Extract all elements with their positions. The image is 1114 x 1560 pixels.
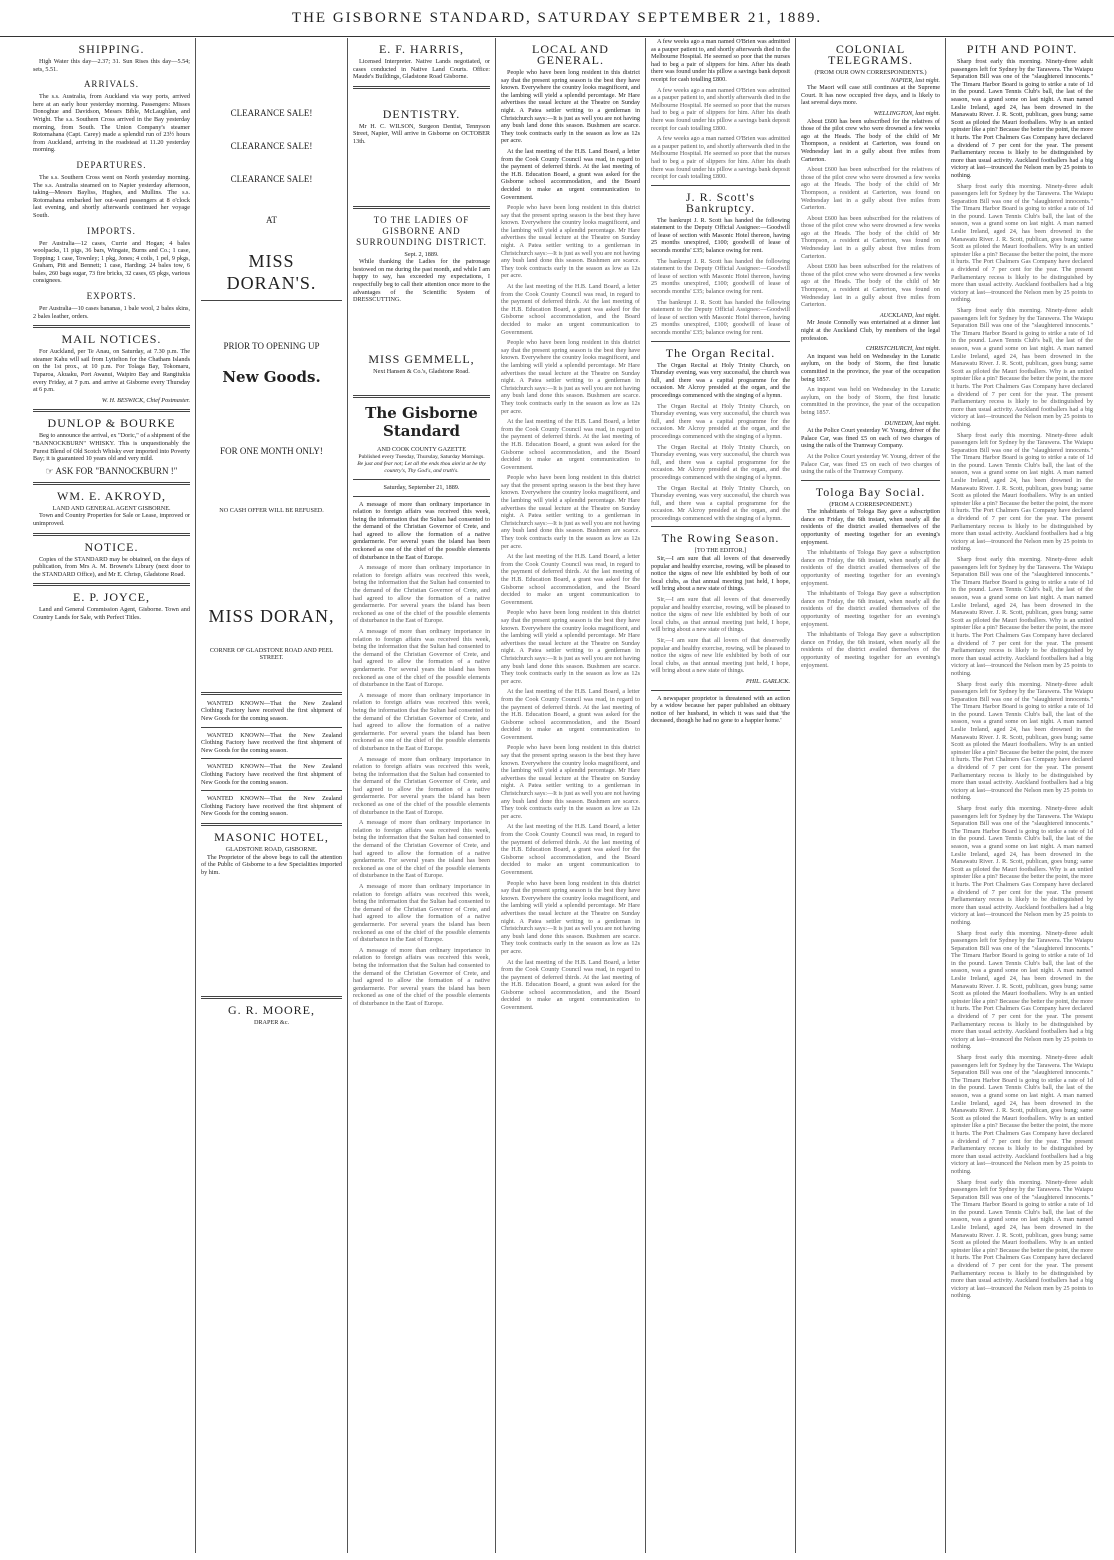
wellington-dateline: WELLINGTON, last night. <box>873 109 940 117</box>
harris-text: Licensed Interpreter. Native Lands negotiated, or cases conducted in Native Land Courts. Office: Maude's Buildings, Gladstone Road Gisborne. <box>353 58 490 81</box>
exports-heading: EXPORTS. <box>86 291 137 302</box>
tolaga-continued: The inhabitants of Tologa Bay gave a subscription dance on Friday, the 6th instant, when nearly all the residents of the district availed themselves of the opportunity of meeting together for an evening's enjoyment. <box>801 549 940 587</box>
editorial-text: A message of more than ordinary importance in relation to foreign affairs was received this week, being the information that the Sultan had consented to the demand of the Christian Governor of Crete, and had agreed to allow the formation of a native gendarmerie. For several years the island has been reckoned as one of the chief of the possible elements of disturbance in the East of Europe. <box>353 500 490 561</box>
telegrams-subheading: (FROM OUR OWN CORRESPONDENTS.) <box>814 69 927 76</box>
divider <box>201 300 342 301</box>
local-continued: At the last meeting of the H.B. Land Board, a letter from the Cook County Council was read, in regard to the payment of deferred thirds. At the last meeting of the H.B. Education Board, a grant was asked for the Gisborne school accommodation, and the Board decided to make an urgent communication to Government. <box>501 283 640 336</box>
akroyd-subheading: LAND AND GENERAL AGENT GISBORNE. <box>52 504 171 512</box>
local-continued: At the last meeting of the H.B. Land Board, a letter from the Cook County Council was read, in regard to the payment of deferred thirds. At the last meeting of the H.B. Education Board, a grant was asked for the Gisborne school accommodation, and the Board decided to make an urgent communication to Government. <box>501 958 640 1012</box>
departures-text: The s.s. Southern Cross went on North yesterday morning. The s.s. Australia steamed on to Napier yesterday afternoon, taking—Messrs Bayliss, Hughes, and Mullins. The s.s. Rotomahana embarked her out-ward passengers at 8 o'clock last evening, and shortly afterwards continued her voyage South. <box>33 173 190 219</box>
issue-date: Saturday, September 21, 1889. <box>383 483 460 491</box>
column-telegrams <box>796 38 946 1553</box>
pith-text: Sharp frost early this morning. Ninety-three adult passengers left for Sydney by the Tarawera. The Waiapu Separation Bill was one of the "slaughtered innocents." The Timaru Harbor Board is going to strike a rate of 1d in the pound. Lawn Tennis Club's ball, the last of the season, was a grand some on last night. A man named Leslie Ireland, aged 24, has been drowned in the Manawatu River. J. R. Scott, publican, goes bung; same Scott as piloted the Mauri footballers. Why is an untied spinster like a pin? Because the better the point, the more it hurts. The Port Chalmers Gas Company have declared a dividend of 7 per cent for the year. The present Parliamentary recess is likely to be distinguished by more than usual activity. Auckland footballers had a big victory at last—trounced the Nelson men by 25 points to nothing. <box>951 58 1093 179</box>
divider <box>201 727 342 728</box>
divider <box>651 185 790 186</box>
divider <box>33 325 190 328</box>
one-month-text: FOR ONE MONTH ONLY! <box>220 446 323 456</box>
local-continued: At the last meeting of the H.B. Land Board, a letter from the Cook County Council was read, in regard to the payment of deferred thirds. At the last meeting of the H.B. Education Board, a grant was asked for the Gisborne school accommodation, and the Board decided to make an urgent communication to Government. <box>501 823 640 876</box>
local-continued: A few weeks ago a man named O'Brien was admitted as a pauper patient to, and shortly afterwards died in the Melbourne Hospital. He seemed so poor that the nurses had to beg a pair of slippers for him. After his death there was found under his pillow a savings bank deposit receipt for cash totalling £800. <box>651 135 790 181</box>
column-bankruptcy <box>646 38 796 1553</box>
christchurch-text: An inquest was held on Wednesday in the Lunatic asylum, on the body of Storm, the first lunatic committed in the province, the year of the occupation being 1857. <box>801 352 940 383</box>
scott-heading: J. R. Scott's Bankruptcy. <box>685 189 756 215</box>
local-continued-text: A few weeks ago a man named O'Brien was admitted as a pauper patient to, and shortly afterwards died in the Melbourne Hospital. He seemed so poor that the nurses had to beg a pair of slippers for him. After his death there was found under his pillow a savings bank deposit receipt for cash totalling £800. <box>651 38 790 83</box>
dunedin-dateline: DUNEDIN, last night. <box>884 419 940 427</box>
local-continued: People who have been long resident in this district say that the present spring season is the best they have known. Everywhere the country looks magnificent, and the lambing will yield a splendid percentage. Mr Hare advertises the usual lecture at the Theatre on Sunday night. A Patea settler writing to a gentleman in Christchurch says:—It is just as well you are not having any bush land done this season. Bushmen are scarce. They took contracts early in the season as low as 12s per acre. <box>501 474 640 550</box>
publication-line: Published every Tuesday, Thursday, Saturday Mornings. <box>358 453 485 460</box>
masthead: THE GISBORNE STANDARD, SATURDAY SEPTEMBER 21, 1889. <box>0 0 1114 37</box>
no-cash-text: NO CASH OFFER WILL BE REFUSED. <box>219 507 324 514</box>
newspaper-text: A newspaper proprietor is threatened with an action by a widow because her paper published an obituary notice of her husband, in which it was said that 'the deceased, though he had no gone to a happier home.' <box>651 694 790 725</box>
dunlop-text: Beg to announce the arrival, ex "Doric," of a shipment of the "BANNOCKBURN" WHISKY. This is unquestionably the Purest Blend of Old Scotch Whisky ever imported into Poverty Bay; it is guaranteed 10 years old and very mild. <box>33 432 190 463</box>
local-continued: People who have been long resident in this district say that the present spring season is the best they have known. Everywhere the country looks magnificent, and the lambing will yield a splendid percentage. Mr Hare advertises the usual lecture at the Theatre on Sunday night. A Patea settler writing to a gentleman in Christchurch says:—It is just as well you are not having any bush land done this season. Bushmen are scarce. They took contracts early in the season as low as 12s per acre. <box>501 879 640 955</box>
prior-text: PRIOR TO OPENING UP <box>223 341 320 351</box>
organ-continued: The Organ Recital at Holy Trinity Church, on Thursday evening, was very successful, the church was full, and there was a capital programme for the occasion. Mr Alcroy presided at the organ, and the proceedings commenced with the singing of a hymn. <box>651 402 790 440</box>
telegrams-heading: COLONIAL TELEGRAMS. <box>828 42 913 67</box>
wellington-continued: About £600 has been subscribed for the relatives of those of the pilot crew who were drowned a few weeks ago at the Heads. The body of the child of Mr Thompson, a resident at Carterton, was found on Wednesday last in a gully about five miles from Carterton. <box>801 263 940 309</box>
tolaga-heading: Tologa Bay Social. <box>815 484 926 499</box>
dunedin-continued: At the Police Court yesterday W. Young, driver of the Palace Car, was fined £5 on each of two charges of using the rails of the Tramway Company. <box>801 452 940 476</box>
divider <box>353 206 490 209</box>
divider <box>353 395 490 398</box>
scott-text: The bankrupt J. R. Scott has handed the following statement to the Deputy Official Assignee:—Goodwill of lease of section with Masonic Hotel thereon, having 25 months unexpired, £100; goodwill of lease of seconds months' £35; balance owing for rent. <box>651 216 790 255</box>
paper-subtitle: AND COOK COUNTY GAZETTE <box>377 446 466 454</box>
column-editorial <box>348 38 496 1553</box>
divider <box>201 692 342 695</box>
imports-text: Per Australia—12 cases, Currie and Hogan; 4 bales woolpacks, 11 pigs, 36 bars, Wingate, Burns and Co.; 1 case, Topping; 1 case, Townley; 1 pkg, Jones; 4 coils, 1 pel, 9 pkgs, Graham, Pitt and Bennett; 1 case, Harding; 24 bales tow, 6 bales, 260 bags sugar, 73 fire bricks, 32 cases, 65 pkgs, various consignees. <box>33 239 190 285</box>
tides-text: High Water this day—2.37; 31. Sun Rises this day—5.54; sets, 5.51. <box>33 58 190 73</box>
divider <box>33 533 190 536</box>
local-continued: People who have been long resident in this district say that the present spring season is the best they have known. Everywhere the country looks magnificent, and the lambing will yield a splendid percentage. Mr Hare advertises the usual lecture at the Theatre on Sunday night. A Patea settler writing to a gentleman in Christchurch says:—It is just as well you are not having any bush land done this season. Bushmen are scarce. They took contracts early in the season as low as 12s per acre. <box>501 339 640 415</box>
pith-continued: Sharp frost early this morning. Ninety-three adult passengers left for Sydney by the Tarawera. The Waiapu Separation Bill was one of the "slaughtered innocents." The Timaru Harbor Board is going to strike a rate of 1d in the pound. Lawn Tennis Club's ball, the last of the season, was a grand some on last night. A man named Leslie Ireland, aged 24, has been drowned in the Manawatu River. J. R. Scott, publican, goes bung; same Scott as piloted the Mauri footballers. Why is an untied spinster like a pin? Because the better the point, the more it hurts. The Port Chalmers Gas Company have declared a dividend of 7 per cent for the year. The present Parliamentary recess is likely to be distinguished by more than usual activity. Auckland footballers had a big victory at last—trounced the Nelson men by 25 points to nothing. <box>951 1054 1093 1175</box>
local-continued: People who have been long resident in this district say that the present spring season is the best they have known. Everywhere the country looks magnificent, and the lambing will yield a splendid percentage. Mr Hare advertises the usual lecture at the Theatre on Sunday night. A Patea settler writing to a gentleman in Christchurch says:—It is just as well you are not having any bush land done this season. Bushmen are scarce. They took contracts early in the season as low as 12s per acre. <box>501 744 640 820</box>
local-text-2: At the last meeting of the H.B. Land Board, a letter from the Cook County Council was read, in regard to the payment of deferred thirds. At the last meeting of the H.B. Education Board, a grant was asked for the Gisborne school accommodation, and the Board decided to make an urgent communication to Government. <box>501 147 640 201</box>
editorial-continued: A message of more than ordinary importance in relation to foreign affairs was received this week, being the information that the Sultan had consented to the demand of the Christian Governor of Crete, and had agreed to allow the formation of a native gendarmerie. For several years the island has been reckoned as one of the chief of the possible elements of disturbance in the East of Europe. <box>353 755 490 816</box>
akroyd-text: Town and Country Properties for Sale or Lease, improved or unimproved. <box>33 512 190 527</box>
dunlop-heading: DUNLOP & BOURKE <box>47 416 176 431</box>
masonic-text: The Proprietor of the above begs to call the attention of the Public of Gisborne to a few Specialities imported by him. <box>201 853 342 876</box>
divider <box>33 482 190 485</box>
joyce-text: Land and General Commission Agent, Gisborne. Town and Country Lands for Sale, with Perfect Titles. <box>33 606 190 621</box>
arrivals-heading: ARRIVALS. <box>83 79 140 90</box>
corner-text: CORNER OF GLADSTONE ROAD AND PEEL STREET. <box>209 646 334 662</box>
shipping-heading: SHIPPING. <box>78 42 145 56</box>
dentistry-heading: DENTISTRY. <box>382 106 461 121</box>
divider <box>353 496 490 497</box>
napier-text: The Maori will case still continues at the Supreme Court. It has now occupied five days, and is likely to last several days more. <box>801 84 940 107</box>
rowing-signature: PHIL. GARLICK. <box>745 677 790 685</box>
notice-text: Copies of the STANDARD may be obtained, on the days of publication, from Mrs A. M. Browne's Library (next door to the STANDARD Office), and Mr E. Chrisp, Gladstone Road. <box>33 555 190 578</box>
pith-continued: Sharp frost early this morning. Ninety-three adult passengers left for Sydney by the Tarawera. The Waiapu Separation Bill was one of the "slaughtered innocents." The Timaru Harbor Board is going to strike a rate of 1d in the pound. Lawn Tennis Club's ball, the last of the season, was a grand some on last night. A man named Leslie Ireland, aged 24, has been drowned in the Manawatu River. J. R. Scott, publican, goes bung; same Scott as piloted the Mauri footballers. Why is an untied spinster like a pin? Because the better the point, the more it hurts. The Port Chalmers Gas Company have declared a dividend of 7 per cent for the year. The present Parliamentary recess is likely to be distinguished by more than usual activity. Auckland footballers had a big victory at last—trounced the Nelson men by 25 points to nothing. <box>951 182 1093 304</box>
divider <box>801 480 940 481</box>
paper-title: The Gisborne Standard <box>365 404 478 441</box>
wanted-known-4: WANTED KNOWN—That the New Zealand Clothing Factory have received the first shipment of New Goods for the coming season. <box>201 795 342 818</box>
clearance-sale-2: CLEARANCE SALE! <box>230 141 313 151</box>
miss-doran-title: MISS DORAN, <box>208 605 335 626</box>
mail-heading: MAIL NOTICES. <box>61 332 162 347</box>
at-text: AT <box>266 215 277 225</box>
rowing-to-editor: [TO THE EDITOR.] <box>694 547 747 555</box>
pith-continued: Sharp frost early this morning. Ninety-three adult passengers left for Sydney by the Tarawera. The Waiapu Separation Bill was one of the "slaughtered innocents." The Timaru Harbor Board is going to strike a rate of 1d in the pound. Lawn Tennis Club's ball, the last of the season, was a grand some on last night. A man named Leslie Ireland, aged 24, has been drowned in the Manawatu River. J. R. Scott, publican, goes bung; same Scott as piloted the Mauri footballers. Why is an untied spinster like a pin? Because the better the point, the more it hurts. The Port Chalmers Gas Company have declared a dividend of 7 per cent for the year. The present Parliamentary recess is likely to be distinguished by more than usual activity. Auckland footballers had a big victory at last—trounced the Nelson men by 25 points to nothing. <box>951 431 1093 553</box>
wellington-continued: About £600 has been subscribed for the relatives of those of the pilot crew who were drowned a few weeks ago at the Heads. The body of the child of Mr Thompson, a resident at Carterton, was found on Wednesday last in a gully about five miles from Carterton. <box>801 166 940 212</box>
mail-signature: W. H. BESWICK, Chief Postmaster. <box>101 396 190 404</box>
tolaga-text: The inhabitants of Tologa Bay gave a subscription dance on Friday, the 6th instant, when nearly all the residents of the district availed themselves of the opportunity of meeting together for an evening's enjoyment. <box>801 508 940 546</box>
divider <box>201 823 342 826</box>
divider <box>353 479 490 480</box>
scott-continued: The bankrupt J. R. Scott has handed the following statement to the Deputy Official Assignee:—Goodwill of lease of section with Masonic Hotel thereon, having 25 months unexpired, £100; goodwill of lease of seconds months' £35; balance owing for rent. <box>651 257 790 296</box>
divider <box>651 526 790 527</box>
wanted-known-2: WANTED KNOWN—That the New Zealand Clothing Factory have received the first shipment of New Goods for the coming season. <box>201 731 342 754</box>
organ-text: The Organ Recital at Holy Trinity Church, on Thursday evening, was very successful, the church was full, and there was a capital programme for the occasion. Mr Alcroy presided at the organ, and the proceedings commenced with the singing of a hymn. <box>651 361 790 399</box>
organ-continued: The Organ Recital at Holy Trinity Church, on Thursday evening, was very successful, the church was full, and there was a capital programme for the occasion. Mr Alcroy presided at the organ, and the proceedings commenced with the singing of a hymn. <box>651 443 790 481</box>
divider <box>33 583 190 586</box>
local-continued: People who have been long resident in this district say that the present spring season is the best they have known. Everywhere the country looks magnificent, and the lambing will yield a splendid percentage. Mr Hare advertises the usual lecture at the Theatre on Sunday night. A Patea settler writing to a gentleman in Christchurch says:—It is just as well you are not having any bush land done this season. Bushmen are scarce. They took contracts early in the season as low as 12s per acre. <box>501 204 640 280</box>
tolaga-continued: The inhabitants of Tologa Bay gave a subscription dance on Friday, the 6th instant, when nearly all the residents of the district availed themselves of the opportunity of meeting together for an evening's enjoyment. <box>801 631 940 669</box>
column-doran <box>196 38 348 1553</box>
tolaga-continued: The inhabitants of Tologa Bay gave a subscription dance on Friday, the 6th instant, when nearly all the residents of the district availed themselves of the opportunity of meeting together for an evening's enjoyment. <box>801 590 940 628</box>
local-continued: At the last meeting of the H.B. Land Board, a letter from the Cook County Council was read, in regard to the payment of deferred thirds. At the last meeting of the H.B. Education Board, a grant was asked for the Gisborne school accommodation, and the Board decided to make an urgent communication to Government. <box>501 553 640 606</box>
pith-continued: Sharp frost early this morning. Ninety-three adult passengers left for Sydney by the Tarawera. The Waiapu Separation Bill was one of the "slaughtered innocents." The Timaru Harbor Board is going to strike a rate of 1d in the pound. Lawn Tennis Club's ball, the last of the season, was a grand some on last night. A man named Leslie Ireland, aged 24, has been drowned in the Manawatu River. J. R. Scott, publican, goes bung; same Scott as piloted the Mauri footballers. Why is an untied spinster like a pin? Because the better the point, the more it hurts. The Port Chalmers Gas Company have declared a dividend of 7 per cent for the year. The present Parliamentary recess is likely to be distinguished by more than usual activity. Auckland footballers had a big victory at last—trounced the Nelson men by 25 points to nothing. <box>951 929 1093 1051</box>
column-pith-point <box>946 38 1098 1553</box>
local-continued: A few weeks ago a man named O'Brien was admitted as a pauper patient to, and shortly afterwards died in the Melbourne Hospital. He seemed so poor that the nurses had to beg a pair of slippers for him. After his death there was found under his pillow a savings bank deposit receipt for cash totalling £800. <box>651 86 790 132</box>
dunedin-text: At the Police Court yesterday W. Young, driver of the Palace Car, was fined £5 on each of two charges of using the rails of the Tramway Company. <box>801 427 940 450</box>
scott-continued: The bankrupt J. R. Scott has handed the following statement to the Deputy Official Assignee:—Goodwill of lease of section with Masonic Hotel thereon, having 25 months unexpired, £100; goodwill of lease of seconds months' £35; balance owing for rent. <box>651 298 790 336</box>
local-continued: People who have been long resident in this district say that the present spring season is the best they have known. Everywhere the country looks magnificent, and the lambing will yield a splendid percentage. Mr Hare advertises the usual lecture at the Theatre on Sunday night. A Patea settler writing to a gentleman in Christchurch says:—It is just as well you are not having any bush land done this season. Bushmen are scarce. They took contracts early in the season as low as 12s per acre. <box>501 609 640 685</box>
moore-subheading: DRAPER &c. <box>253 1019 290 1027</box>
auckland-dateline: AUCKLAND, last night. <box>879 311 940 319</box>
harris-heading: E. F. HARRIS, <box>378 42 465 56</box>
editorial-continued: A message of more than ordinary importance in relation to foreign affairs was received this week, being the information that the Sultan had consented to the demand of the Christian Governor of Crete, and had agreed to allow the formation of a native gendarmerie. For several years the island has been reckoned as one of the chief of the possible elements of disturbance in the East of Europe. <box>353 564 490 625</box>
arrivals-text: The s.s. Australia, from Auckland via way ports, arrived here at an early hour yesterday morning. Passengers: Misses Donoghue and Davidson, Messrs Bible, McLaughlan, and Wright. The s.s. Southern Cross arrived in the Bay yesterday morning, from South. The Union Company's steamer Rotomahana (Capt. Carey) made a splendid run of 23½ hours from Auckland, arriving in the roadstead at 11.20 yesterday morning. <box>33 93 190 154</box>
akroyd-heading: WM. E. AKROYD, <box>57 488 166 503</box>
pith-continued: Sharp frost early this morning. Ninety-three adult passengers left for Sydney by the Tarawera. The Waiapu Separation Bill was one of the "slaughtered innocents." The Timaru Harbor Board is going to strike a rate of 1d in the pound. Lawn Tennis Club's ball, the last of the season, was a grand some on last night. A man named Leslie Ireland, aged 24, has been drowned in the Manawatu River. J. R. Scott, publican, goes bung; same Scott as piloted the Mauri footballers. Why is an untied spinster like a pin? Because the better the point, the more it hurts. The Port Chalmers Gas Company have declared a dividend of 7 per cent for the year. The present Parliamentary recess is likely to be distinguished by more than usual activity. Auckland footballers had a big victory at last—trounced the Nelson men by 25 points to nothing. <box>951 805 1093 926</box>
columns <box>28 38 1098 1553</box>
divider <box>651 341 790 342</box>
wellington-text: About £600 has been subscribed for the relatives of those of the pilot crew who were drowned a few weeks ago at the Heads. The body of the child of Mr Thompson, a resident at Carterton, was found on Wednesday last in a gully about five miles from Carterton. <box>801 117 940 163</box>
new-goods-title: New Goods. <box>222 368 321 386</box>
notice-heading: NOTICE. <box>84 539 139 554</box>
local-heading: LOCAL AND GENERAL. <box>532 42 609 67</box>
christchurch-dateline: CHRISTCHURCH, last night. <box>865 345 940 353</box>
column-local-general <box>496 38 646 1553</box>
auckland-text: Mr Jessie Connolly was entertained at a dinner last night at the Auckland Club, by members of the legal profession. <box>801 319 940 342</box>
divider <box>201 758 342 759</box>
napier-dateline: NAPIER, last night. <box>890 76 940 84</box>
editorial-continued: A message of more than ordinary importance in relation to foreign affairs was received this week, being the information that the Sultan had consented to the demand of the Christian Governor of Crete, and had agreed to allow the formation of a native gendarmerie. For several years the island has been reckoned as one of the chief of the possible elements of disturbance in the East of Europe. <box>353 946 490 1007</box>
mail-text: For Auckland, per Te Anau, on Saturday, at 7.30 p.m. The steamer Kahu will sail from Lyttelton for the Chatham Islands on the 1st prox., at 10 p.m. For Tolaga Bay, Tokomaru, Tuparoa, Akuaku, Port Awanui, Waipiro Bay and Rangitukia every Friday, at 7 p.m. and arrive at Gisborne every Thursday at 6 p.m. <box>33 348 190 394</box>
rowing-heading: The Rowing Season. <box>661 531 780 546</box>
departures-heading: DEPARTURES. <box>76 159 147 170</box>
editorial-continued: A message of more than ordinary importance in relation to foreign affairs was received this week, being the information that the Sultan had consented to the demand of the Christian Governor of Crete, and had agreed to allow the formation of a native gendarmerie. For several years the island has been reckoned as one of the chief of the possible elements of disturbance in the East of Europe. <box>353 883 490 944</box>
clearance-sale-1: CLEARANCE SALE! <box>230 108 313 118</box>
divider <box>33 409 190 412</box>
wilson-text: Mr H. C. WILSON, Surgeon Dentist, Tennyson Street, Napier, Will arrive in Gisborne on OCTOBER 13th. <box>353 122 490 145</box>
pith-continued: Sharp frost early this morning. Ninety-three adult passengers left for Sydney by the Tarawera. The Waiapu Separation Bill was one of the "slaughtered innocents." The Timaru Harbor Board is going to strike a rate of 1d in the pound. Lawn Tennis Club's ball, the last of the season, was a grand some on last night. A man named Leslie Ireland, aged 24, has been drowned in the Manawatu River. J. R. Scott, publican, goes bung; same Scott as piloted the Mauri footballers. Why is an untied spinster like a pin? Because the better the point, the more it hurts. The Port Chalmers Gas Company have declared a dividend of 7 per cent for the year. The present Parliamentary recess is likely to be distinguished by more than usual activity. Auckland footballers had a big victory at last—trounced the Nelson men by 25 points to nothing. <box>951 307 1093 428</box>
masonic-heading: MASONIC HOTEL, <box>214 829 329 844</box>
editorial-continued: A message of more than ordinary importance in relation to foreign affairs was received this week, being the information that the Sultan had consented to the demand of the Christian Governor of Crete, and had agreed to allow the formation of a native gendarmerie. For several years the island has been reckoned as one of the chief of the possible elements of disturbance in the East of Europe. <box>353 819 490 880</box>
local-continued: At the last meeting of the H.B. Land Board, a letter from the Cook County Council was read, in regard to the payment of deferred thirds. At the last meeting of the H.B. Education Board, a grant was asked for the Gisborne school accommodation, and the Board decided to make an urgent communication to Government. <box>501 418 640 471</box>
moore-heading: G. R. MOORE, <box>227 1003 315 1018</box>
divider <box>201 790 342 791</box>
rowing-continued: Sir,—I am sure that all lovers of that deservedly popular and healthy exercise, rowing, will be pleased to notice the signs of new life exhibited by both of our local clubs, as that annual meeting just held, I hope, will bring about a new state of things. <box>651 637 790 675</box>
rowing-continued: Sir,—I am sure that all lovers of that deservedly popular and healthy exercise, rowing, will be pleased to notice the signs of new life exhibited by both of our local clubs, as that annual meeting just held, I hope, will bring about a new state of things. <box>651 596 790 634</box>
imports-heading: IMPORTS. <box>87 225 136 236</box>
miss-dorans-title: MISS DORAN'S. <box>226 251 317 293</box>
gemmell-heading: MISS GEMMELL, <box>368 351 475 366</box>
motto: Be just and fear not; Let all the ends thou aim'st at be thy country's, Thy God's, and truth's. <box>357 460 486 474</box>
ladies-text: While thanking the Ladies for the patronage bestowed on me during the past month, and while I am happy to say, has exceeded my expectations, I respectfully beg to call their attention once more to the advantages of the Scientific System of DRESSCUTTING. <box>353 258 490 304</box>
tolaga-subheading: (FROM A CORRESPONDENT.) <box>829 500 912 508</box>
joyce-heading: E. P. JOYCE, <box>72 590 150 605</box>
bannockburn-line: ☞ ASK FOR "BANNOCKBURN !" <box>45 465 178 476</box>
divider <box>201 996 342 999</box>
local-continued: At the last meeting of the H.B. Land Board, a letter from the Cook County Council was read, in regard to the payment of deferred thirds. At the last meeting of the H.B. Education Board, a grant was asked for the Gisborne school accommodation, and the Board decided to make an urgent communication to Government. <box>501 688 640 741</box>
exports-text: Per Australia—10 cases bananas, 1 bale wool, 2 bales skins, 2 bales leather, orders. <box>33 305 190 320</box>
ladies-date: Sept. 2, 1889. <box>404 250 439 258</box>
organ-heading: The Organ Recital. <box>665 345 776 360</box>
pith-continued: Sharp frost early this morning. Ninety-three adult passengers left for Sydney by the Tarawera. The Waiapu Separation Bill was one of the "slaughtered innocents." The Timaru Harbor Board is going to strike a rate of 1d in the pound. Lawn Tennis Club's ball, the last of the season, was a grand some on last night. A man named Leslie Ireland, aged 24, has been drowned in the Manawatu River. J. R. Scott, publican, goes bung; same Scott as piloted the Mauri footballers. Why is an untied spinster like a pin? Because the better the point, the more it hurts. The Port Chalmers Gas Company have declared a dividend of 7 per cent for the year. The present Parliamentary recess is likely to be distinguished by more than usual activity. Auckland footballers had a big victory at last—trounced the Nelson men by 25 points to nothing. <box>951 556 1093 677</box>
divider <box>651 690 790 691</box>
pith-continued: Sharp frost early this morning. Ninety-three adult passengers left for Sydney by the Tarawera. The Waiapu Separation Bill was one of the "slaughtered innocents." The Timaru Harbor Board is going to strike a rate of 1d in the pound. Lawn Tennis Club's ball, the last of the season, was a grand some on last night. A man named Leslie Ireland, aged 24, has been drowned in the Manawatu River. J. R. Scott, publican, goes bung; same Scott as piloted the Mauri footballers. Why is an untied spinster like a pin? Because the better the point, the more it hurts. The Port Chalmers Gas Company have declared a dividend of 7 per cent for the year. The present Parliamentary recess is likely to be distinguished by more than usual activity. Auckland footballers had a big victory at last—trounced the Nelson men by 25 points to nothing. <box>951 680 1093 802</box>
wellington-continued: About £600 has been subscribed for the relatives of those of the pilot crew who were drowned a few weeks ago at the Heads. The body of the child of Mr Thompson, a resident at Carterton, was found on Wednesday last in a gully about five miles from Carterton. <box>801 214 940 260</box>
gemmell-subheading: Next Hansen & Co.'s, Gladstone Road. <box>373 367 470 375</box>
christchurch-continued: An inquest was held on Wednesday in the Lunatic asylum, on the body of Storm, the first lunatic committed in the province, the year of the occupation being 1857. <box>801 386 940 416</box>
wanted-known-1: WANTED KNOWN—That the New Zealand Clothing Factory have received the first shipment of New Goods for the coming season. <box>201 699 342 722</box>
editorial-continued: A message of more than ordinary importance in relation to foreign affairs was received this week, being the information that the Sultan had consented to the demand of the Christian Governor of Crete, and had agreed to allow the formation of a native gendarmerie. For several years the island has been reckoned as one of the chief of the possible elements of disturbance in the East of Europe. <box>353 691 490 752</box>
organ-continued: The Organ Recital at Holy Trinity Church, on Thursday evening, was very successful, the church was full, and there was a capital programme for the occasion. Mr Alcroy presided at the organ, and the proceedings commenced with the singing of a hymn. <box>651 484 790 522</box>
pith-heading: PITH AND POINT. <box>966 42 1078 56</box>
wanted-known-3: WANTED KNOWN—That the New Zealand Clothing Factory have received the first shipment of New Goods for the coming season. <box>201 763 342 786</box>
masonic-subheading: GLADSTONE ROAD, GISBORNE. <box>225 845 318 853</box>
divider <box>353 86 490 89</box>
pith-continued: Sharp frost early this morning. Ninety-three adult passengers left for Sydney by the Tarawera. The Waiapu Separation Bill was one of the "slaughtered innocents." The Timaru Harbor Board is going to strike a rate of 1d in the pound. Lawn Tennis Club's ball, the last of the season, was a grand some on last night. A man named Leslie Ireland, aged 24, has been drowned in the Manawatu River. J. R. Scott, publican, goes bung; same Scott as piloted the Mauri footballers. Why is an untied spinster like a pin? Because the better the point, the more it hurts. The Port Chalmers Gas Company have declared a dividend of 7 per cent for the year. The present Parliamentary recess is likely to be distinguished by more than usual activity. Auckland footballers had a big victory at last—trounced the Nelson men by 25 points to nothing. <box>951 1178 1093 1300</box>
column-shipping <box>28 38 196 1553</box>
ladies-heading: TO THE LADIES OF GISBORNE AND SURROUNDING DISTRICT. <box>356 214 487 247</box>
editorial-continued: A message of more than ordinary importance in relation to foreign affairs was received this week, being the information that the Sultan had consented to the demand of the Christian Governor of Crete, and had agreed to allow the formation of a native gendarmerie. For several years the island has been reckoned as one of the chief of the possible elements of disturbance in the East of Europe. <box>353 628 490 689</box>
local-text: People who have been long resident in this district say that the present spring season is the best they have known. Everywhere the country looks magnificent, and the lambing will yield a splendid percentage. Mr Hare advertises the usual lecture at the Theatre on Sunday night. A Patea settler writing to a gentleman in Christchurch says:—It is just as well you are not having any bush land done this season. Bushmen are scarce. They took contracts early in the season as low as 12s per acre. <box>501 69 640 145</box>
rowing-text: Sir,—I am sure that all lovers of that deservedly popular and healthy exercise, rowing, will be pleased to notice the signs of new life exhibited by both of our local clubs, as that annual meeting just held, I hope, will bring about a new state of things. <box>651 555 790 593</box>
clearance-sale-3: CLEARANCE SALE! <box>230 174 313 184</box>
